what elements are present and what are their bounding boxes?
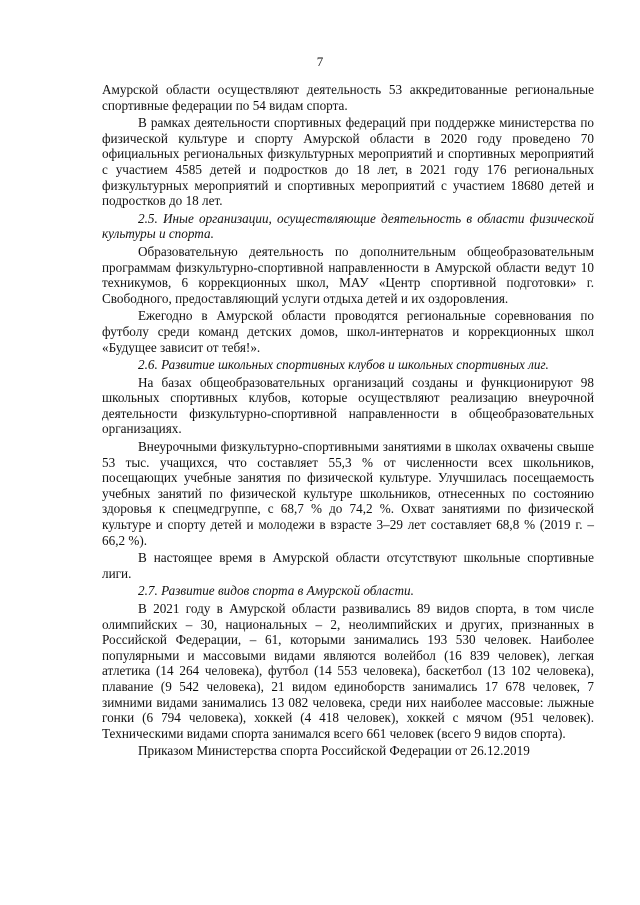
paragraph: Ежегодно в Амурской области проводятся региональные соревнования по футболу среди команд детских домов, школ-интернатов и коррекционных школ «Будущее зависит от тебя!». bbox=[102, 308, 594, 355]
paragraph: В рамках деятельности спортивных федераций при поддержке министерства по физической культуре и спорту Амурской области в 2020 году проведено 70 официальных региональных физкультурных мероприятий и спортивных мероприятий с участием 4585 детей и подростков до 18 лет, в 2021 году 176 региональных физкультурных мероприятий и спортивных мероприятий с участием 18680 детей и подростков до 18 лет. bbox=[102, 115, 594, 209]
section-heading: 2.7. Развитие видов спорта в Амурской области. bbox=[138, 583, 414, 599]
document-body bbox=[102, 82, 594, 761]
paragraph: На базах общеобразовательных организаций созданы и функционируют 98 школьных спортивных клубов, которые осуществляют реализацию внеурочной деятельности физкультурно-спортивной направленности в общеобразовательных организациях. bbox=[102, 374, 594, 437]
section-heading: 2.5. Иные организации, осуществляющие деятельность в области физической культуры и спорта. bbox=[102, 210, 594, 242]
section-heading: 2.6. Развитие школьных спортивных клубов и школьных спортивных лиг. bbox=[138, 357, 549, 373]
paragraph: Амурской области осуществляют деятельность 53 аккредитованные региональные спортивные федерации по 54 видам спорта. bbox=[102, 82, 594, 113]
paragraph: Образовательную деятельность по дополнительным общеобразовательным программам физкультурно-спортивной направленности в Амурской области ведут 10 техникумов, 6 коррекционных школ, МАУ «Центр спортивной подготовки» г. Свободного, предоставляющий услуги отдыха детей и их оздоровления. bbox=[102, 243, 594, 306]
page-number: 7 bbox=[316, 54, 324, 69]
paragraph: Внеурочными физкультурно-спортивными занятиями в школах охвачены свыше 53 тыс. учащихся, что составляет 55,3 % от численности всех школьников, посещающих учебные занятия по физической культуре. Улучшилась посещаемость учебных занятий по физической культуре школьников, отнесенных по состоянию здоровья к спецмедгруппе, с 68,7 % до 74,2 %. Охват занятиями по физической культуре и спорту детей и молодежи в взрасте 3–29 лет составляет 68,8 % (2019 г. – 66,2 %). bbox=[102, 439, 594, 548]
paragraph: В 2021 году в Амурской области развивались 89 видов спорта, в том числе олимпийских – 30, национальных – 2, неолимпийских и других, признанных в Российской Федерации, – 61, которыми занимались 193 530 человек. Наиболее популярными и массовыми видами являются волейбол (16 839 человек), легкая атлетика (14 264 человека), футбол (14 553 человека), баскетбол (13 102 человека), плавание (9 542 человека), 21 видом единоборств занимались 17 678 человек, 7 зимними видами занимались 13 082 человека, среди них наиболее массовые: лыжные гонки (6 794 человека), хоккей (4 418 человек), хоккей с мячом (951 человек). Техническими видами спорта занимался всего 661 человек (всего 9 видов спорта). bbox=[102, 601, 594, 741]
paragraph: В настоящее время в Амурской области отсутствуют школьные спортивные лиги. bbox=[102, 550, 594, 581]
paragraph: Приказом Министерства спорта Российской Федерации от 26.12.2019 bbox=[138, 743, 530, 759]
